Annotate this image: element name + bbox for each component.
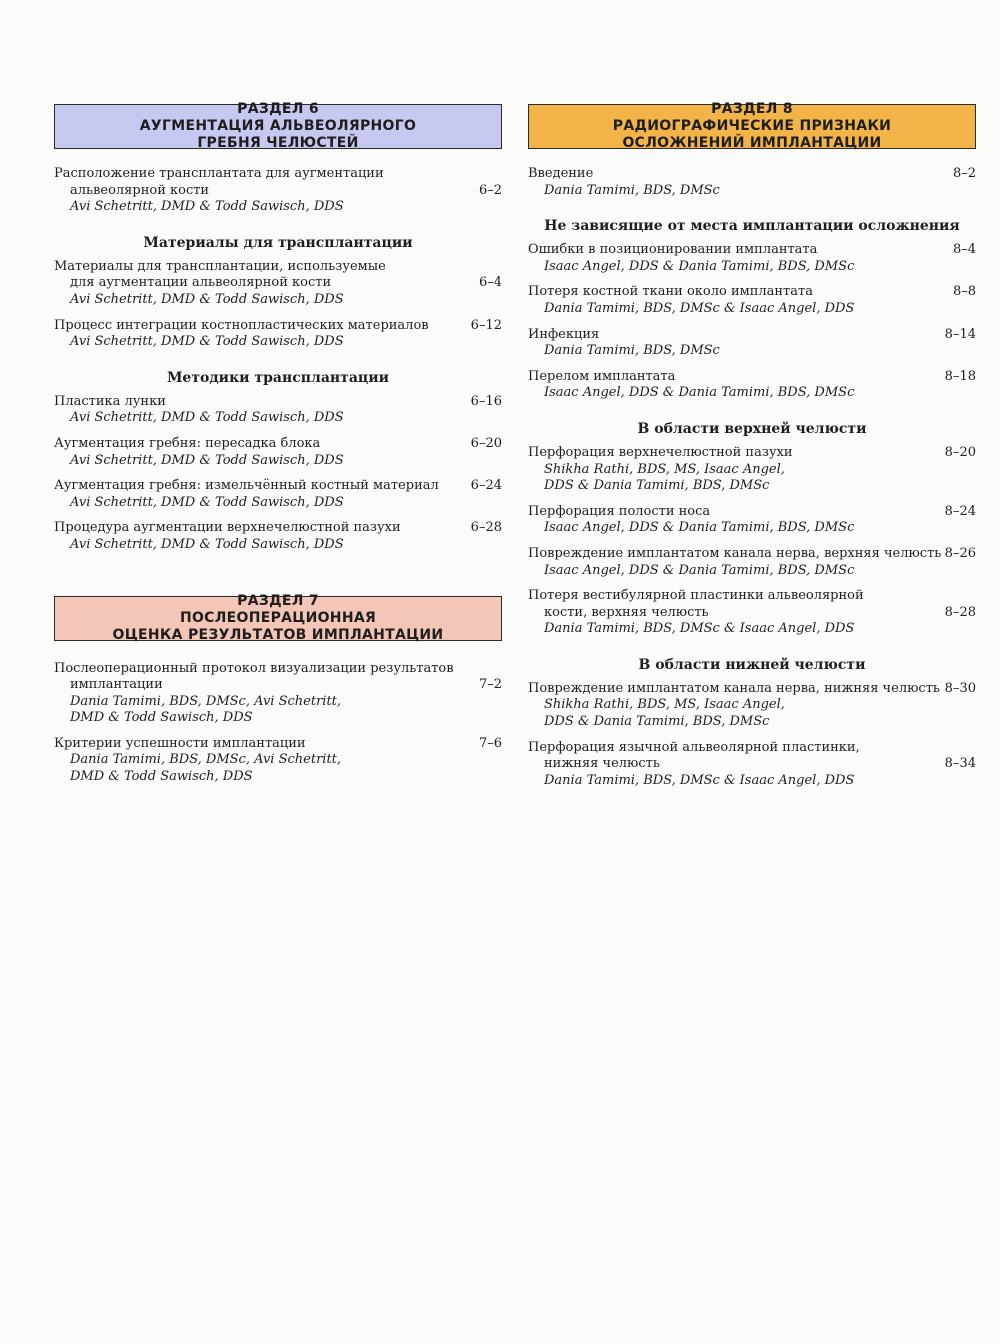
page-number: 8–30 bbox=[944, 680, 976, 696]
page-number: 6–2 bbox=[478, 182, 502, 198]
subsection-heading: В области верхней челюсти bbox=[637, 420, 867, 437]
subsection-heading: Не зависящие от места имплантации осложнения bbox=[544, 218, 960, 235]
page-number: 7–6 bbox=[478, 735, 502, 751]
page-number: 6–12 bbox=[470, 317, 502, 333]
subsection-heading: Материалы для трансплантации bbox=[143, 234, 413, 251]
author-line: Avi Schetritt, DMD & Todd Sawisch, DDS bbox=[70, 291, 344, 307]
toc-entry[interactable]: Перфорация полости носа 8–24 Isaac Angel, DDS & Dania Tamimi, BDS, DMSc bbox=[528, 503, 976, 536]
author-line: Dania Tamimi, BDS, DMSc & Isaac Angel, DDS bbox=[544, 621, 855, 637]
section-8-title-line2: ОСЛОЖНЕНИЙ ИМПЛАНТАЦИИ bbox=[622, 135, 882, 151]
toc-entry[interactable]: Перфорация верхнечелюстной пазухи 8–20 Shikha Rathi, BDS, MS, Isaac Angel, DDS & Dania Tamimi, BDS, DMSc bbox=[528, 444, 976, 494]
author-line: Isaac Angel, DDS & Dania Tamimi, BDS, DMSc bbox=[544, 520, 855, 536]
section-7-title-line2: ОЦЕНКА РЕЗУЛЬТАТОВ ИМПЛАНТАЦИИ bbox=[112, 626, 444, 643]
author-line: Avi Schetritt, DMD & Todd Sawisch, DDS bbox=[70, 199, 344, 215]
toc-entry[interactable]: Потеря костной ткани около имплантата 8–8 Dania Tamimi, BDS, DMSc & Isaac Angel, DDS bbox=[528, 284, 976, 316]
toc-entry[interactable]: Введение 8–2 Dania Tamimi, BDS, DMSc bbox=[528, 166, 976, 198]
author-line: Isaac Angel, DDS & Dania Tamimi, BDS, DMSc bbox=[544, 258, 855, 274]
toc-entry[interactable]: Ошибки в позиционировании имплантата 8–4 Isaac Angel, DDS & Dania Tamimi, BDS, DMSc bbox=[528, 242, 976, 274]
toc-entry[interactable]: Расположение трансплантата для аугментации альвеолярной кости 6–2 Avi Schetritt, DMD & Todd Sawisch, DDS bbox=[54, 166, 502, 215]
section-6-title-line1: АУГМЕНТАЦИЯ АЛЬВЕОЛЯРНОГО bbox=[139, 118, 417, 134]
author-line: Avi Schetritt, DMD & Todd Sawisch, DDS bbox=[70, 536, 344, 552]
author-line: Dania Tamimi, BDS, DMSc & Isaac Angel, DDS bbox=[544, 772, 855, 788]
page-number: 6–20 bbox=[470, 435, 502, 451]
author-line: Dania Tamimi, BDS, DMSc & Isaac Angel, DDS bbox=[544, 300, 855, 316]
page-number: 8–20 bbox=[944, 444, 976, 460]
section-7-header bbox=[54, 592, 502, 643]
section-8-title-line1: РАДИОГРАФИЧЕСКИЕ ПРИЗНАКИ bbox=[612, 118, 892, 134]
section-6-header bbox=[54, 101, 502, 151]
page-number: 7–2 bbox=[478, 677, 502, 693]
toc-entry[interactable]: Критерии успешности имплантации 7–6 Dania Tamimi, BDS, DMSc, Avi Schetritt, DMD & Todd Sawisch, DDS bbox=[54, 735, 502, 785]
toc-entry[interactable]: Аугментация гребня: пересадка блока 6–20 Avi Schetritt, DMD & Todd Sawisch, DDS bbox=[54, 435, 502, 468]
page-number: 6–24 bbox=[470, 478, 502, 494]
author-line: Shikha Rathi, BDS, MS, Isaac Angel, bbox=[544, 461, 785, 477]
toc-entry[interactable]: Потеря вестибулярной пластинки альвеолярной кости, верхняя челюсть 8–28 Dania Tamimi, BDS, DMSc & Isaac Angel, DDS bbox=[528, 588, 976, 637]
author-line: Avi Schetritt, DMD & Todd Sawisch, DDS bbox=[70, 334, 344, 350]
toc-entry[interactable]: Повреждение имплантатом канала нерва, нижняя челюсть 8–30 Shikha Rathi, BDS, MS, Isaac Angel, DDS & Dania Tamimi, BDS, DMSc bbox=[528, 680, 976, 730]
toc-entry[interactable]: Инфекция 8–14 Dania Tamimi, BDS, DMSc bbox=[528, 326, 976, 359]
page-number: 8–2 bbox=[952, 166, 976, 181]
author-line: Dania Tamimi, BDS, DMSc bbox=[544, 343, 720, 359]
page-number: 8–24 bbox=[944, 503, 976, 519]
page-number: 8–26 bbox=[944, 545, 976, 561]
author-line: Isaac Angel, DDS & Dania Tamimi, BDS, DMSc bbox=[544, 385, 855, 401]
section-6-title-line2: ГРЕБНЯ ЧЕЛЮСТЕЙ bbox=[197, 135, 359, 151]
page-number: 8–8 bbox=[952, 284, 976, 300]
author-line: Dania Tamimi, BDS, DMSc bbox=[544, 182, 720, 198]
page-number: 8–18 bbox=[944, 368, 976, 384]
left-column bbox=[54, 101, 502, 786]
page-number: 8–14 bbox=[944, 326, 976, 342]
page-number: 6–28 bbox=[470, 520, 502, 536]
author-line: DDS & Dania Tamimi, BDS, DMSc bbox=[544, 478, 770, 494]
section-7-number: РАЗДЕЛ 7 bbox=[237, 592, 319, 609]
subsection-heading: Методики трансплантации bbox=[166, 369, 390, 386]
toc-entry[interactable]: Перфорация язычной альвеолярной пластинки, нижняя челюсть 8–34 Dania Tamimi, BDS, DMSc & Isaac Angel, DDS bbox=[528, 739, 976, 788]
subsection-heading: В области нижней челюсти bbox=[638, 656, 866, 673]
section-8-number: РАЗДЕЛ 8 bbox=[711, 101, 793, 117]
toc-entry[interactable]: Пластика лунки 6–16 Avi Schetritt, DMD & Todd Sawisch, DDS bbox=[54, 393, 502, 426]
section-8-header bbox=[528, 101, 976, 151]
author-line: Isaac Angel, DDS & Dania Tamimi, BDS, DMSc bbox=[544, 562, 855, 578]
author-line: DDS & Dania Tamimi, BDS, DMSc bbox=[544, 714, 770, 730]
page-number: 8–28 bbox=[944, 604, 976, 620]
section-7-title-line1: ПОСЛЕОПЕРАЦИОННАЯ bbox=[179, 609, 377, 626]
author-line: DMD & Todd Sawisch, DDS bbox=[70, 710, 253, 726]
toc-entry[interactable]: Аугментация гребня: измельчённый костный материал 6–24 Avi Schetritt, DMD & Todd Sawisch, DDS bbox=[54, 478, 502, 510]
section-6-number: РАЗДЕЛ 6 bbox=[237, 101, 319, 117]
toc-entry[interactable]: Процедура аугментации верхнечелюстной пазухи 6–28 Avi Schetritt, DMD & Todd Sawisch, DDS bbox=[54, 520, 502, 552]
author-line: Shikha Rathi, BDS, MS, Isaac Angel, bbox=[544, 697, 785, 713]
toc-entry[interactable]: Перелом имплантата 8–18 Isaac Angel, DDS & Dania Tamimi, BDS, DMSc bbox=[528, 368, 976, 401]
page-number: 6–16 bbox=[470, 393, 502, 409]
author-line: Avi Schetritt, DMD & Todd Sawisch, DDS bbox=[70, 494, 344, 510]
right-column bbox=[528, 101, 976, 789]
author-line: DMD & Todd Sawisch, DDS bbox=[70, 769, 253, 785]
author-line: Dania Tamimi, BDS, DMSc, Avi Schetritt, bbox=[70, 752, 342, 768]
page-number: 6–4 bbox=[478, 275, 502, 291]
author-line: Avi Schetritt, DMD & Todd Sawisch, DDS bbox=[70, 410, 344, 426]
toc-entry[interactable]: Повреждение имплантатом канала нерва, верхняя челюсть 8–26 Isaac Angel, DDS & Dania Tamimi, BDS, DMSc bbox=[528, 545, 976, 578]
page-number: 8–4 bbox=[952, 242, 976, 258]
author-line: Avi Schetritt, DMD & Todd Sawisch, DDS bbox=[70, 452, 344, 468]
toc-entry[interactable]: Послеоперационный протокол визуализации результатов имплантации 7–2 Dania Tamimi, BDS, DMSc, Avi Schetritt, DMD & Todd Sawisch, DDS bbox=[54, 660, 502, 726]
page-number: 8–34 bbox=[944, 756, 976, 772]
toc-entry[interactable]: Материалы для трансплантации, используемые для аугментации альвеолярной кости 6–4 Avi Schetritt, DMD & Todd Sawisch, DDS bbox=[54, 258, 502, 307]
author-line: Dania Tamimi, BDS, DMSc, Avi Schetritt, bbox=[70, 693, 342, 709]
toc-entry[interactable]: Процесс интеграции костнопластических материалов 6–12 Avi Schetritt, DMD & Todd Sawisch, DDS bbox=[54, 317, 502, 350]
